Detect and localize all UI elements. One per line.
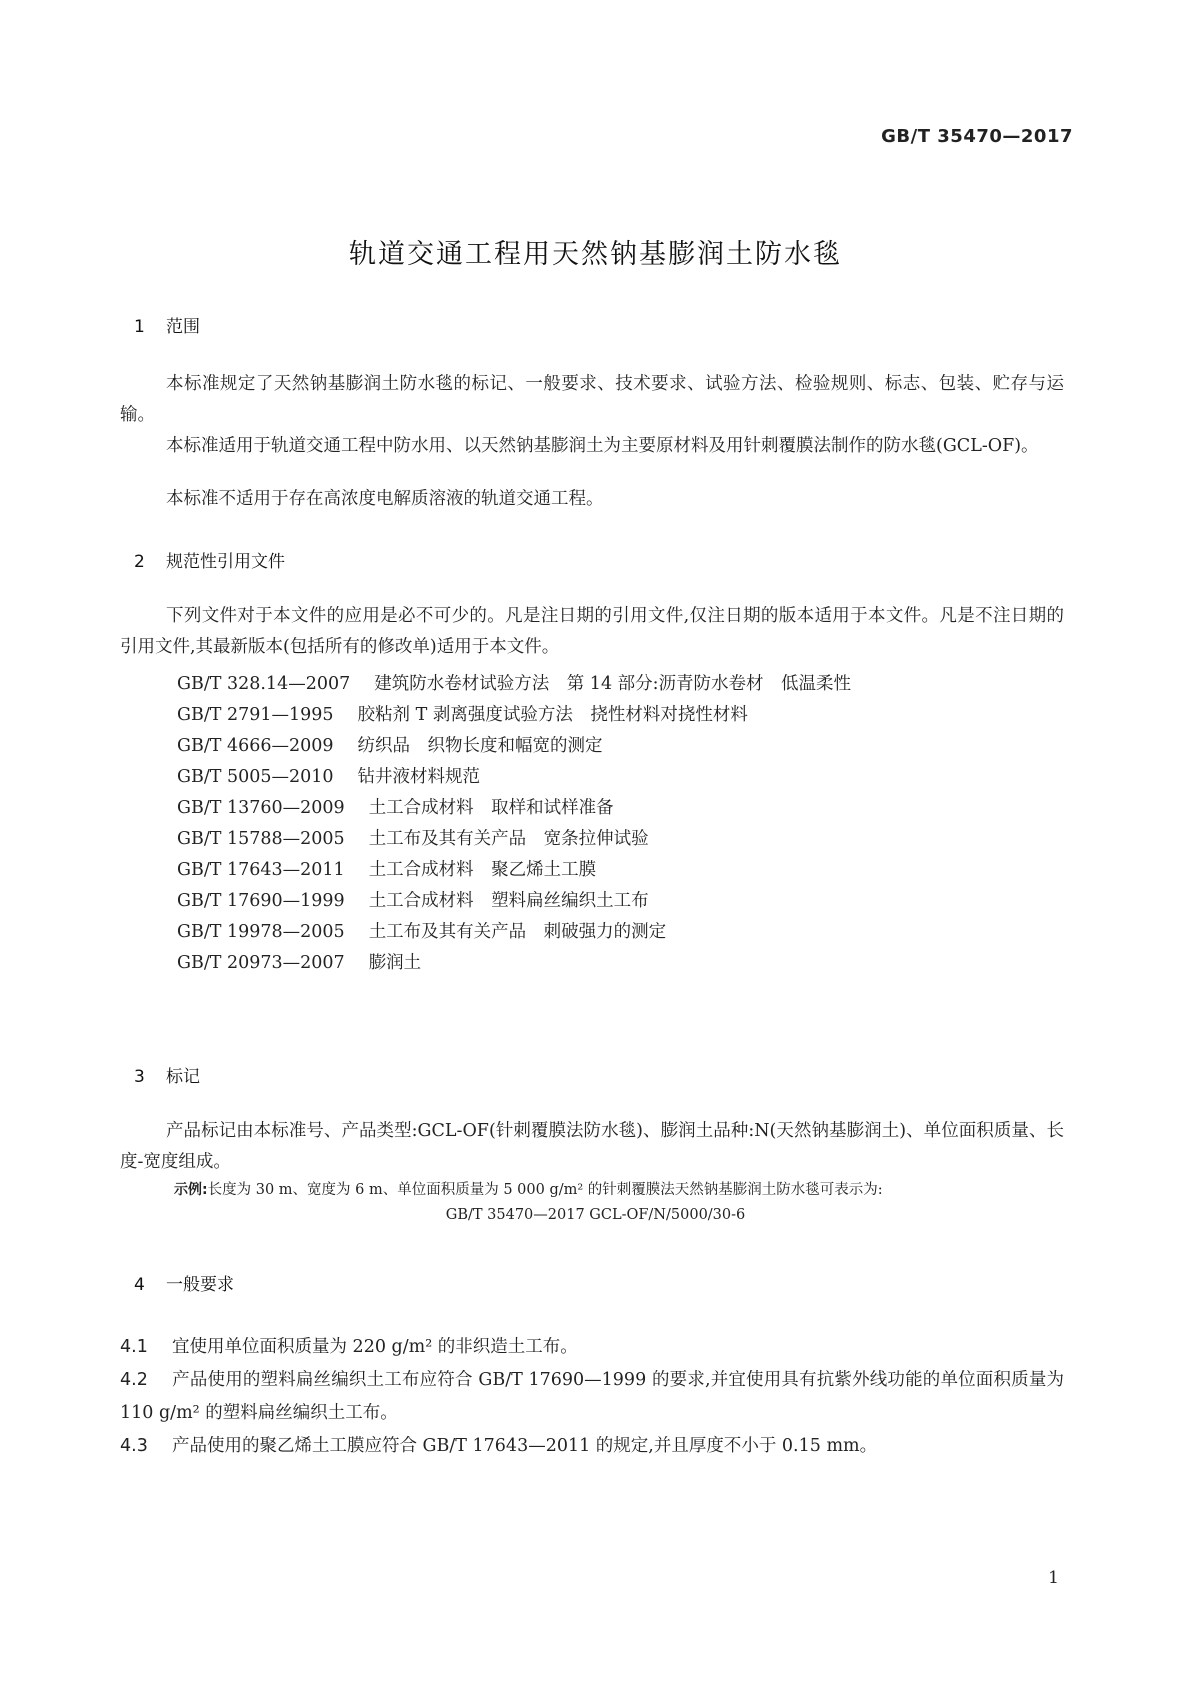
reference-title: 钻井液材料规范	[357, 767, 481, 787]
reference-title: 土工布及其有关产品 宽条拉伸试验	[368, 829, 649, 849]
reference-item	[177, 886, 851, 917]
example-label: 示例:	[174, 1182, 208, 1198]
reference-item	[177, 731, 851, 762]
requirement-text: 产品使用的塑料扁丝编织土工布应符合 GB/T 17690—1999 的要求,并宜使用具有抗紫外线功能的单位面积质量为 110 g/m² 的塑料扁丝编织土工布。	[120, 1370, 1064, 1423]
paragraph: 本标准不适用于存在高浓度电解质溶液的轨道交通工程。	[166, 489, 604, 509]
reference-code: GB/T 19978—2005	[177, 922, 345, 942]
reference-code: GB/T 2791—1995	[177, 705, 334, 725]
section-title: 规范性引用文件	[166, 552, 285, 572]
reference-code: GB/T 4666—2009	[177, 736, 334, 756]
section-title: 一般要求	[166, 1275, 234, 1295]
reference-title: 土工布及其有关产品 刺破强力的测定	[368, 922, 667, 942]
reference-list	[177, 669, 851, 979]
paragraph: 下列文件对于本文件的应用是必不可少的。凡是注日期的引用文件,仅注日期的版本适用于本文件。凡是不注日期的引用文件,其最新版本(包括所有的修改单)适用于本文件。	[120, 606, 1064, 657]
reference-title: 土工合成材料 取样和试样准备	[368, 798, 614, 818]
requirement-number: 4.3	[120, 1436, 148, 1456]
requirement-item	[120, 1364, 1064, 1430]
section-number: 2	[134, 552, 145, 572]
reference-code: GB/T 15788—2005	[177, 829, 345, 849]
section-heading-marking	[134, 1062, 200, 1087]
paragraph: 产品标记由本标准号、产品类型:GCL-OF(针刺覆膜法防水毯)、膨润土品种:N(天然钠基膨润土)、单位面积质量、长度-宽度组成。	[120, 1121, 1064, 1172]
reference-code: GB/T 13760—2009	[177, 798, 345, 818]
section-title: 范围	[166, 317, 200, 337]
requirement-text: 宜使用单位面积质量为 220 g/m² 的非织造土工布。	[172, 1337, 578, 1357]
requirement-number: 4.1	[120, 1337, 148, 1357]
reference-item	[177, 762, 851, 793]
section-number: 4	[134, 1275, 145, 1295]
reference-title: 土工合成材料 聚乙烯土工膜	[368, 860, 597, 880]
reference-title: 膨润土	[368, 953, 422, 973]
reference-code: GB/T 5005—2010	[177, 767, 334, 787]
section-number: 3	[134, 1067, 145, 1087]
paragraph: 本标准规定了天然钠基膨润土防水毯的标记、一般要求、技术要求、试验方法、检验规则、标志、包装、贮存与运输。	[120, 374, 1064, 425]
section-heading-scope	[134, 312, 200, 337]
requirement-item	[120, 1331, 1064, 1364]
requirement-item	[120, 1430, 1064, 1463]
paragraph: 本标准适用于轨道交通工程中防水用、以天然钠基膨润土为主要原材料及用针刺覆膜法制作的防水毯(GCL-OF)。	[166, 436, 1039, 456]
reference-item	[177, 824, 851, 855]
section-number: 1	[134, 317, 145, 337]
reference-item	[177, 917, 851, 948]
standard-code: GB/T 35470—2017	[881, 126, 1073, 147]
document-title: 轨道交通工程用天然钠基膨润土防水毯	[349, 239, 842, 270]
section-heading-general-requirements	[134, 1270, 234, 1295]
section-heading-normative-references	[134, 547, 285, 572]
reference-code: GB/T 17643—2011	[177, 860, 345, 880]
reference-item	[177, 948, 851, 979]
reference-title: 土工合成材料 塑料扁丝编织土工布	[368, 891, 649, 911]
reference-title: 纺织品 织物长度和幅宽的测定	[357, 736, 603, 756]
example-code: GB/T 35470—2017 GCL-OF/N/5000/30-6	[445, 1207, 746, 1223]
reference-item	[177, 669, 851, 700]
page-number: 1	[1048, 1568, 1059, 1588]
reference-code: GB/T 17690—1999	[177, 891, 345, 911]
reference-title: 建筑防水卷材试验方法 第 14 部分:沥青防水卷材 低温柔性	[374, 674, 852, 694]
requirement-number: 4.2	[120, 1370, 148, 1390]
reference-code: GB/T 328.14—2007	[177, 674, 351, 694]
requirement-text: 产品使用的聚乙烯土工膜应符合 GB/T 17643—2011 的规定,并且厚度不小于 0.15 mm。	[172, 1436, 878, 1456]
example-line	[174, 1178, 883, 1202]
reference-title: 胶粘剂 T 剥离强度试验方法 挠性材料对挠性材料	[357, 705, 748, 725]
example-text: 长度为 30 m、宽度为 6 m、单位面积质量为 5 000 g/m² 的针刺覆膜法天然钠基膨润土防水毯可表示为:	[207, 1182, 883, 1198]
reference-item	[177, 855, 851, 886]
reference-item	[177, 793, 851, 824]
section-title: 标记	[166, 1067, 200, 1087]
reference-code: GB/T 20973—2007	[177, 953, 345, 973]
reference-item	[177, 700, 851, 731]
